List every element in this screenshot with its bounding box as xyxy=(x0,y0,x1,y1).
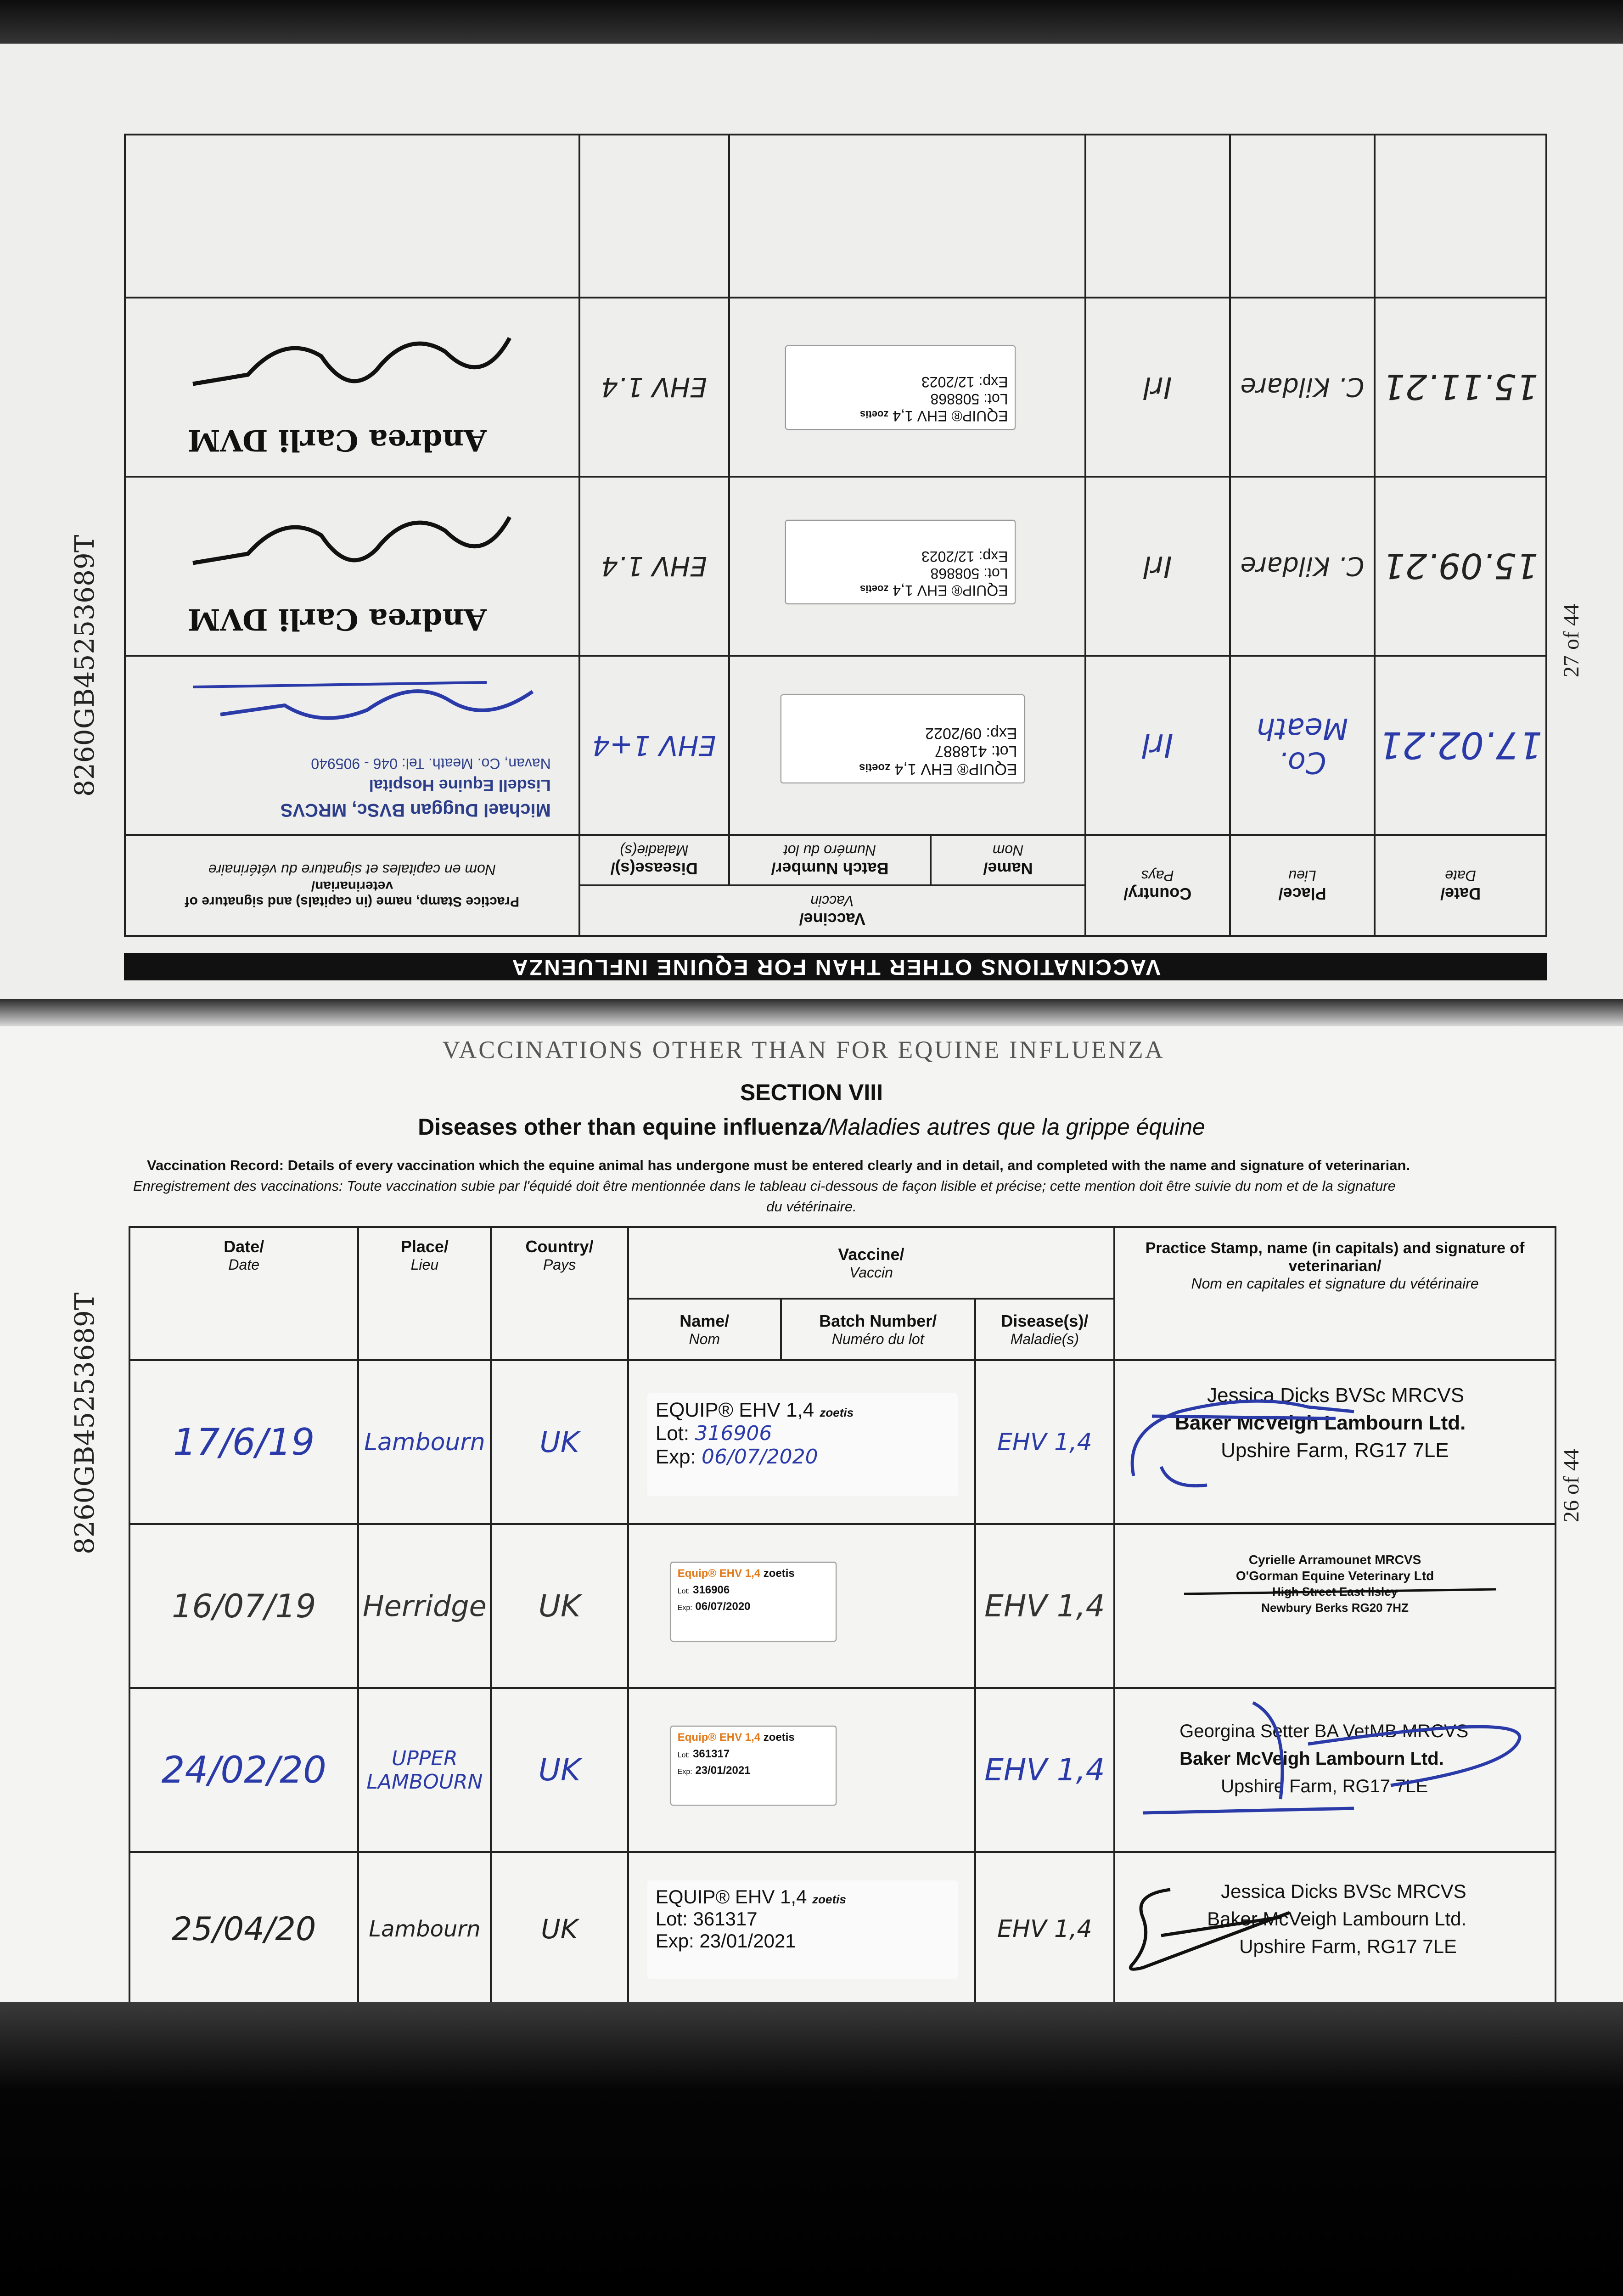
table-row xyxy=(129,1360,1556,1524)
header-stamp: Practice Stamp, name (in capitals) and signature of veterinarian/ Nom en capitales et signature du vétérinaire xyxy=(1114,1227,1556,1360)
table-row xyxy=(129,1852,1556,2006)
row-date: 17.02.21 xyxy=(1375,656,1546,835)
header-vaccine: Vaccine/ Vaccin xyxy=(628,1227,1114,1299)
row-vaccine-label xyxy=(628,1688,975,1852)
stamp-line-3: Upshire Farm, RG17 7LE xyxy=(1221,1439,1449,1462)
signature xyxy=(174,669,542,742)
row-vaccine-label xyxy=(729,298,1085,477)
row-stamp xyxy=(1114,1688,1556,1852)
row-country: UK xyxy=(491,1524,628,1688)
top-page xyxy=(0,44,1623,999)
stamp-line-1: Georgina Setter BA VetMB MRCVS xyxy=(1179,1721,1469,1742)
row-place: Lambourn xyxy=(358,1852,491,2006)
row-country: UK xyxy=(491,1360,628,1524)
header-batch: Batch Number/ Numéro du lot xyxy=(729,835,931,885)
section-banner-top: VACCINATIONS OTHER THAN FOR EQUINE INFLUENZA xyxy=(124,953,1547,980)
header-row xyxy=(125,885,1546,936)
stamp-line-1: Jessica Dicks BVSc MRCVS xyxy=(1207,1384,1465,1407)
section-banner-bottom: VACCINATIONS OTHER THAN FOR EQUINE INFLUENZA xyxy=(442,1036,1165,1064)
row-date: 24/02/20 xyxy=(129,1688,358,1852)
row-disease: EHV 1,4 xyxy=(975,1852,1115,2006)
row-date: 17/6/19 xyxy=(129,1360,358,1524)
header-place: Place/ Lieu xyxy=(1230,835,1375,936)
row-place: C. Kildare xyxy=(1230,477,1375,656)
stamp-line-1: Cyrielle Arramounet MRCVS xyxy=(1248,1553,1421,1567)
row-stamp xyxy=(125,656,579,835)
header-disease: Disease(s)/ Maladie(s) xyxy=(975,1299,1115,1360)
signature xyxy=(1115,1375,1391,1499)
row-place: Lambourn xyxy=(358,1360,491,1524)
stamp-line-4: Newbury Berks RG20 7HZ xyxy=(1261,1601,1409,1615)
header-vaccine: Vaccine/ Vaccin xyxy=(579,885,1085,936)
top-page-content xyxy=(124,135,1547,980)
row-place: Co. Meath xyxy=(1230,656,1375,835)
book-gutter xyxy=(0,999,1623,1026)
header-disease: Disease(s)/ Maladie(s) xyxy=(579,835,729,885)
stamp-line-2: O'Gorman Equine Veterinary Ltd xyxy=(1236,1569,1434,1583)
row-disease: EHV 1+4 xyxy=(579,656,729,835)
bottom-page xyxy=(0,1026,1623,2018)
section-number: SECTION VIII xyxy=(740,1080,883,1105)
signature xyxy=(174,494,523,586)
page-number-bottom: 26 of 44 xyxy=(1559,1449,1584,1522)
stamp-line-2: Baker McVeigh Lambourn Ltd. xyxy=(1207,1908,1467,1930)
row-place: Herridge xyxy=(358,1524,491,1688)
row-date: 16/07/19 xyxy=(129,1524,358,1688)
vaccine-sticker: EQUIP® EHV 1,4 zoetis Lot: 508868 Exp: 12/2023 xyxy=(785,520,1016,604)
row-stamp xyxy=(1114,1524,1556,1688)
vaccination-table-bottom xyxy=(129,1226,1556,2007)
row-vaccine-label xyxy=(628,1852,975,2006)
row-vaccine-label xyxy=(628,1524,975,1688)
stamp-line-2: Baker McVeigh Lambourn Ltd. xyxy=(1179,1749,1444,1769)
scan-border-bottom xyxy=(0,2002,1623,2296)
row-disease: EHV 1,4 xyxy=(975,1688,1115,1852)
table-row-empty xyxy=(125,135,1546,298)
vaccine-sticker: EQUIP® EHV 1,4 zoetis Lot: 508868 Exp: 12/2023 xyxy=(785,345,1016,430)
table-row xyxy=(129,1524,1556,1688)
intro-en: Vaccination Record: Details of every vaccination which the equine animal has undergone must be entered clearly and in detail, and completed with the name and signature of veterinarian. xyxy=(147,1157,1410,1173)
header-name: Name/ Nom xyxy=(628,1299,781,1360)
row-country: Irl xyxy=(1085,656,1230,835)
stamp-line-3: High Street East Ilsley xyxy=(1272,1585,1398,1599)
stamp-line-1: Andrea Carli DVM xyxy=(187,423,487,457)
stamp-line-2: Lisdell Equine Hospital xyxy=(369,776,551,795)
header-place: Place/ Lieu xyxy=(358,1227,491,1360)
stamp-line-3: Upshire Farm, RG17 7LE xyxy=(1221,1776,1428,1797)
table-row xyxy=(125,656,1546,835)
vaccine-sticker: EQUIP® EHV 1,4 zoetis Lot: 361317 Exp: 23/01/2021 xyxy=(647,1880,958,1979)
row-disease: EHV 1,4 xyxy=(975,1360,1115,1524)
header-name: Name/ Nom xyxy=(931,835,1085,885)
header-country: Country/ Pays xyxy=(491,1227,628,1360)
vaccine-sticker: Equip® EHV 1,4 zoetis Lot: 361317 Exp: 23/01/2021 xyxy=(670,1726,837,1806)
stamp-line-1: Andrea Carli DVM xyxy=(187,602,487,636)
vaccine-sticker: Equip® EHV 1,4 zoetis Lot: 316906 Exp: 06/07/2020 xyxy=(670,1562,837,1642)
vaccine-sticker: EQUIP® EHV 1,4 zoetis Lot: 418887 Exp: 09/2022 xyxy=(781,694,1025,783)
row-country: UK xyxy=(491,1688,628,1852)
header-stamp: Practice Stamp, name (in capitals) and signature of veterinarian/ Nom en capitales et signature du vétérinaire xyxy=(125,835,579,936)
header-batch: Batch Number/ Numéro du lot xyxy=(781,1299,975,1360)
signature xyxy=(1115,1694,1556,1831)
row-vaccine-label xyxy=(729,656,1085,835)
row-disease: EHV 1.4 xyxy=(579,477,729,656)
signature xyxy=(1115,1862,1345,1981)
row-disease: EHV 1,4 xyxy=(975,1524,1115,1688)
table-row xyxy=(125,298,1546,477)
vaccine-sticker: EQUIP® EHV 1,4 zoetis Lot: 316906 Exp: 06/07/2020 xyxy=(647,1393,958,1496)
header-country: Country/ Pays xyxy=(1085,835,1230,936)
signature xyxy=(174,315,523,407)
header-date: Date/ Date xyxy=(1375,835,1546,936)
row-vaccine-label xyxy=(729,477,1085,656)
section-title: Diseases other than equine influenza/Maladies autres que la grippe équine xyxy=(418,1114,1205,1140)
row-stamp xyxy=(125,477,579,656)
row-date: 25/04/20 xyxy=(129,1852,358,2006)
row-stamp xyxy=(1114,1360,1556,1524)
header-row xyxy=(129,1227,1556,1299)
table-row xyxy=(129,1688,1556,1852)
passport-id-bottom: 8260GB45253689T xyxy=(69,1292,100,1554)
passport-id-top: 8260GB45253689T xyxy=(69,535,100,797)
row-country: UK xyxy=(491,1852,628,2006)
scan-border-top xyxy=(0,0,1623,51)
stamp-line-1: Jessica Dicks BVSc MRCVS xyxy=(1221,1880,1466,1902)
stamp-line-2: Baker McVeigh Lambourn Ltd. xyxy=(1175,1412,1466,1435)
stamp-line-3: Upshire Farm, RG17 7LE xyxy=(1239,1936,1457,1958)
header-date: Date/ Date xyxy=(129,1227,358,1360)
page-number-top: 27 of 44 xyxy=(1559,604,1584,677)
row-country: Irl xyxy=(1085,477,1230,656)
intro-fr: Enregistrement des vaccinations: Toute vaccination subie par l'équidé doit être mentionnée dans le tableau ci-dessous de façon lisible et précise; cette mention doit être suivie du nom et de la signature xyxy=(133,1178,1396,1194)
row-stamp xyxy=(1114,1852,1556,2006)
signature xyxy=(1179,1580,1501,1608)
row-place: C. Kildare xyxy=(1230,298,1375,477)
stamp-line-3: Navan, Co. Meath. Tel: 046 - 905940 xyxy=(311,755,551,772)
intro-fr-2: du vétérinaire. xyxy=(766,1199,857,1215)
row-date: 15.09.21 xyxy=(1375,477,1546,656)
row-disease: EHV 1.4 xyxy=(579,298,729,477)
row-stamp xyxy=(125,298,579,477)
row-vaccine-label xyxy=(628,1360,975,1524)
stamp-line-1: Michael Duggan BVSc, MRCVS xyxy=(280,800,551,820)
vaccination-table-top xyxy=(124,134,1547,937)
row-place: UPPER LAMBOURN xyxy=(358,1688,491,1852)
row-date: 15.11.21 xyxy=(1375,298,1546,477)
table-row xyxy=(125,477,1546,656)
row-country: Irl xyxy=(1085,298,1230,477)
